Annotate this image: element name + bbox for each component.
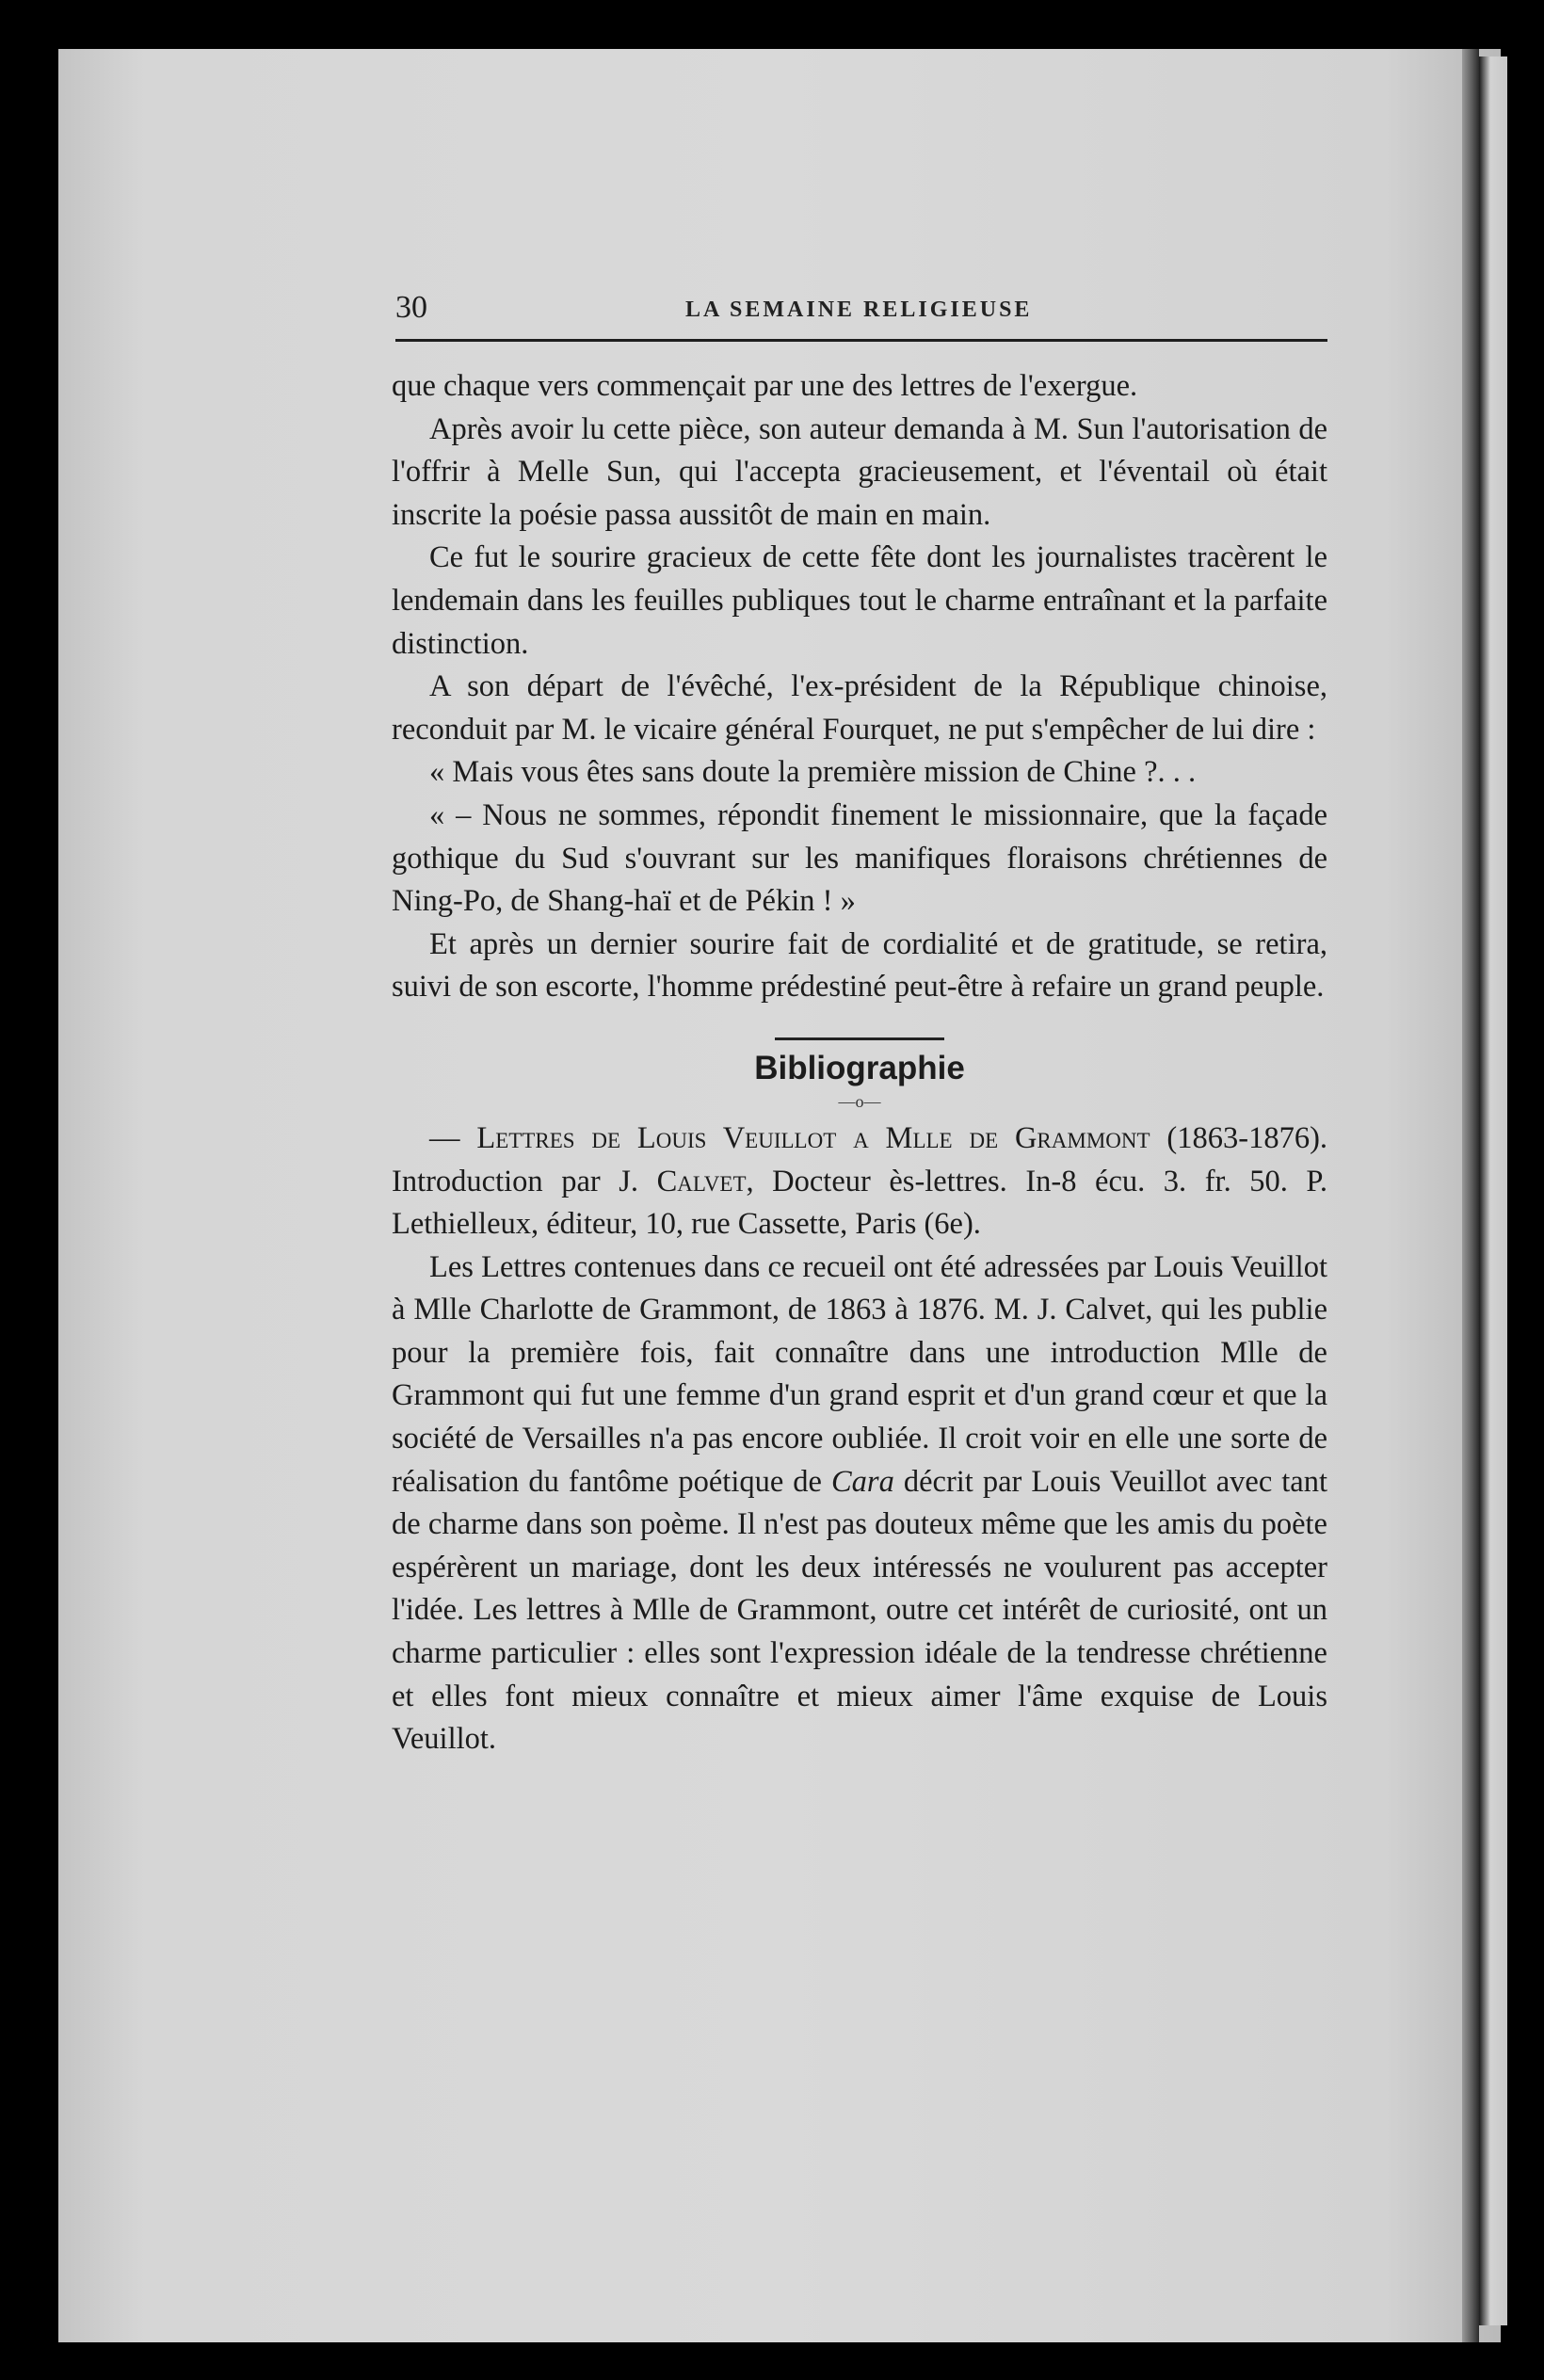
- review-text-b: décrit par Louis Veuillot avec tant de charme dans son poème. Il n'est pas douteux même que les amis du poète espérèrent un mariage, dont les deux intéressés ne voulurent pas accepter l'idée. Les lettres à Mlle de Grammont, outre cet intérêt de curiosité, ont un charme particulier : elles sont l'expression idéale de la tendresse chrétienne et elles font mieux connaître et mieux aimer l'âme exquise de Louis Veuillot.: [392, 1464, 1327, 1757]
- running-head: LA SEMAINE RELIGIEUSE: [685, 298, 1033, 322]
- ornament-circle: —o—: [838, 1091, 881, 1111]
- page-number: 30: [395, 290, 427, 325]
- ornament-rule: [775, 1037, 944, 1044]
- publication-details: , Docteur ès-lettres. In-8 écu. 3. fr. 50. P. Lethielleux, éditeur, 10, rue Cassette, Paris (6e).: [392, 1164, 1327, 1242]
- paragraph: que chaque vers commençait par une des lettres de l'exergue.: [392, 369, 1138, 403]
- section-title: Bibliographie: [754, 1049, 965, 1086]
- editor-name: Calvet: [656, 1164, 747, 1198]
- review-text-a: Les Lettres contenues dans ce recueil ont été adressées par Louis Veuillot à Mlle Charlotte de Grammont, de 1863 à 1876. M. J. Calvet, qui les publie pour la première fois, fait connaître dans une introduction Mlle de Grammont qui fut une femme d'un grand esprit et d'un grand cœur et que la société de Versailles n'a pas encore oubliée. Il croit voir en elle une sorte de réalisation du fantôme poétique de: [392, 1249, 1327, 1499]
- work-title: Lettres de Louis Veuillot a Mlle de Grammont: [476, 1120, 1150, 1155]
- paragraph: Ce fut le sourire gracieux de cette fête dont les journalistes tracèrent le lendemain dans les feuilles publiques tout le charme entraînant et la parfaite distinction.: [392, 540, 1327, 661]
- paragraph: Après avoir lu cette pièce, son auteur demanda à M. Sun l'autorisation de l'offrir à Melle Sun, qui l'accepta gracieusement, et l'éventail où était inscrite la poésie passa aussitôt de main en main.: [392, 411, 1327, 532]
- paragraph: « – Nous ne sommes, répondit finement le missionnaire, que la façade gothique du Sud s'ouvrant sur les manifiques floraisons chrétiennes de Ning-Po, de Shang-haï et de Pékin ! »: [392, 797, 1327, 919]
- paragraph: Et après un dernier sourire fait de cordialité et de gratitude, se retira, suivi de son escorte, l'homme prédestiné peut-être à refaire un grand peuple.: [392, 926, 1327, 1005]
- paragraph: « Mais vous êtes sans doute la première mission de Chine ?. . .: [429, 755, 1197, 790]
- page-header: [395, 290, 1327, 342]
- page-text: [392, 365, 1327, 1761]
- entry-dash: —: [429, 1120, 477, 1155]
- work-dates: (1863-1876).: [1166, 1120, 1328, 1155]
- work-cara: Cara: [831, 1464, 894, 1499]
- section-heading: [392, 1037, 1327, 1110]
- page-spine-shadow: [1462, 49, 1479, 2342]
- review-paragraph: [392, 1246, 1327, 1761]
- bibliography-entry: [392, 1118, 1327, 1246]
- facing-page-edge: [1479, 56, 1507, 2325]
- intro-prefix: Introduction par J.: [392, 1164, 657, 1198]
- paragraph: A son départ de l'évêché, l'ex-président de la République chinoise, reconduit par M. le vicaire général Fourquet, ne put s'empêcher de lui dire :: [392, 669, 1327, 747]
